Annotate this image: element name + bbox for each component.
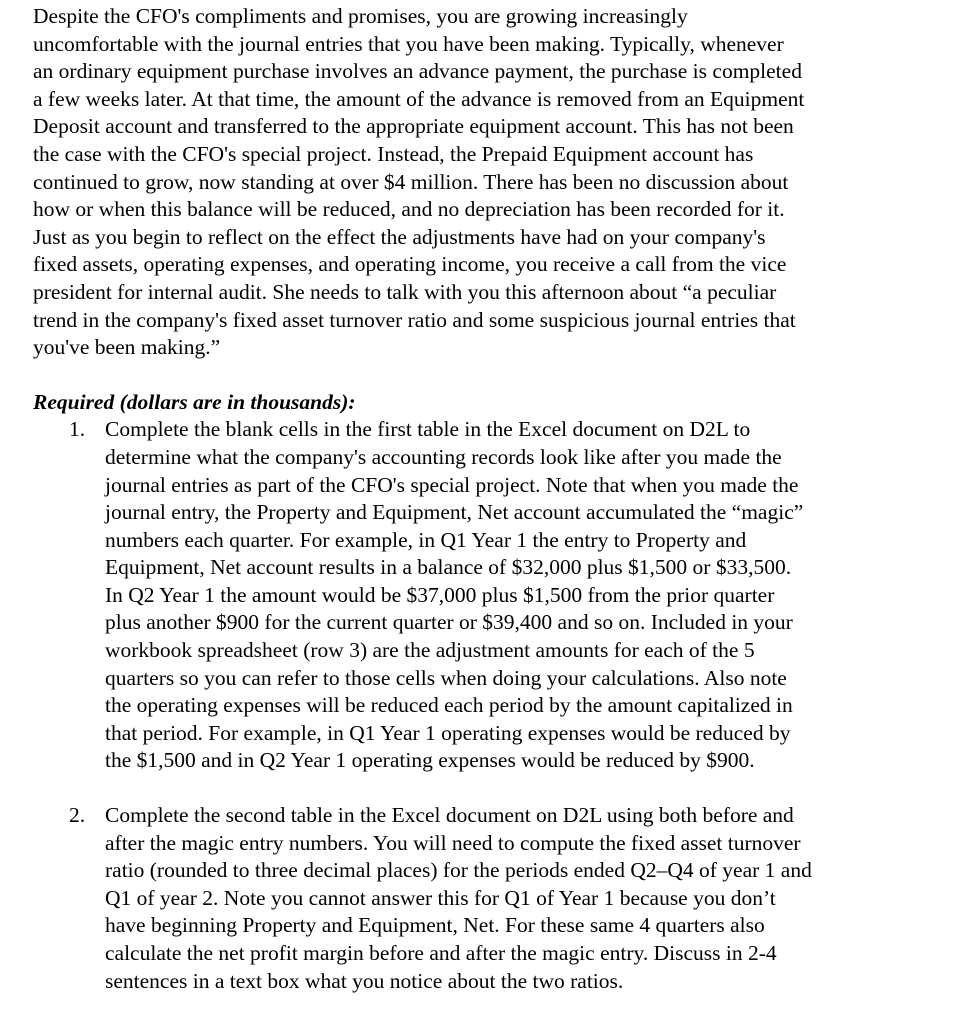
intro-line: an ordinary equipment purchase involves an advance payment, the purchase is completed xyxy=(33,59,802,84)
required-heading: Required (dollars are in thousands): xyxy=(33,389,356,414)
list-item-line: have beginning Property and Equipment, Net. For these same 4 quarters also xyxy=(105,913,765,938)
intro-line: the case with the CFO's special project. Instead, the Prepaid Equipment account has xyxy=(33,141,754,166)
list-item-line: Q1 of year 2. Note you cannot answer this for Q1 of Year 1 because you don’t xyxy=(105,885,776,910)
list-item-line: workbook spreadsheet (row 3) are the adjustment amounts for each of the 5 xyxy=(105,638,755,663)
list-item-line: journal entries as part of the CFO's special project. Note that when you made the xyxy=(105,472,799,497)
list-item-number: 2. xyxy=(69,803,86,828)
intro-line: a few weeks later. At that time, the amount of the advance is removed from an Equipment xyxy=(33,86,805,111)
list-item xyxy=(33,802,933,995)
list-item-line: calculate the net profit margin before and after the magic entry. Discuss in 2-4 xyxy=(105,941,777,965)
list-item-line: Complete the second table in the Excel document on D2L using both before and xyxy=(105,803,794,828)
intro-paragraph xyxy=(33,3,933,362)
intro-line: president for internal audit. She needs to talk with you this afternoon about “a peculiar xyxy=(33,279,777,304)
list-item-line: plus another $900 for the current quarter or $39,400 and so on. Included in your xyxy=(105,610,793,635)
list-item-line: the operating expenses will be reduced each period by the amount capitalized in xyxy=(105,693,793,718)
intro-line: Just as you begin to reflect on the effect the adjustments have had on your company's xyxy=(33,224,766,249)
list-item-line: Complete the blank cells in the first table in the Excel document on D2L to xyxy=(105,417,751,442)
list-item-line: sentences in a text box what you notice about the two ratios. xyxy=(105,968,624,993)
list-item-line: journal entry, the Property and Equipment, Net account accumulated the “magic” xyxy=(105,500,804,525)
intro-line: trend in the company's fixed asset turnover ratio and some suspicious journal entries that xyxy=(33,307,796,332)
list-item-line: determine what the company's accounting records look like after you made the xyxy=(105,444,782,469)
list-item-line: quarters so you can refer to those cells when doing your calculations. Also note xyxy=(105,665,787,690)
requirements-list xyxy=(33,416,933,995)
list-item-line: numbers each quarter. For example, in Q1 Year 1 the entry to Property and xyxy=(105,527,747,552)
list-item-line: the $1,500 and in Q2 Year 1 operating expenses would be reduced by $900. xyxy=(105,748,755,773)
list-item-line: In Q2 Year 1 the amount would be $37,000 plus $1,500 from the prior quarter xyxy=(105,582,775,607)
intro-line: Deposit account and transferred to the appropriate equipment account. This has not been xyxy=(33,114,794,139)
intro-line: continued to grow, now standing at over $4 million. There has been no discussion about xyxy=(33,169,789,194)
list-item-line: that period. For example, in Q1 Year 1 operating expenses would be reduced by xyxy=(105,720,791,745)
list-item-number: 1. xyxy=(69,417,86,442)
intro-line: Despite the CFO's compliments and promises, you are growing increasingly xyxy=(33,4,688,28)
intro-line: uncomfortable with the journal entries that you have been making. Typically, whenever xyxy=(33,31,784,56)
document-page xyxy=(33,3,933,995)
list-item-line: Equipment, Net account results in a balance of $32,000 plus $1,500 or $33,500. xyxy=(105,555,792,580)
list-item-line: after the magic entry numbers. You will need to compute the fixed asset turnover xyxy=(105,830,801,855)
intro-line: you've been making.” xyxy=(33,335,221,360)
intro-line: fixed assets, operating expenses, and operating income, you receive a call from the vice xyxy=(33,252,787,277)
list-item xyxy=(33,416,933,775)
intro-line: how or when this balance will be reduced, and no depreciation has been recorded for it. xyxy=(33,197,785,222)
list-item-line: ratio (rounded to three decimal places) for the periods ended Q2–Q4 of year 1 and xyxy=(105,858,812,883)
